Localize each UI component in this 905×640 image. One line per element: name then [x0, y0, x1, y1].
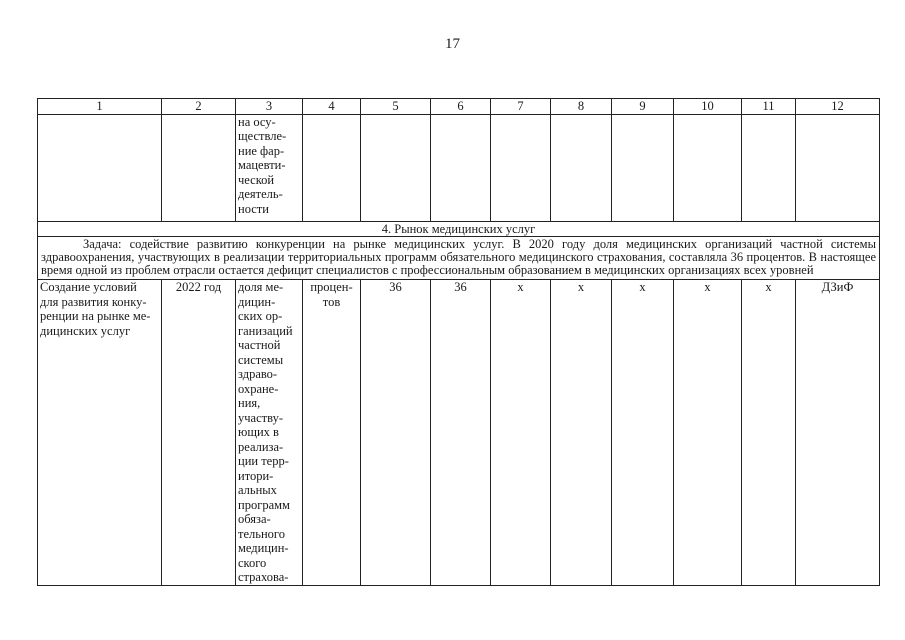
- column-number: 1: [38, 99, 162, 115]
- table-cell: [612, 114, 674, 221]
- measure-name-cell: Создание условий для развития конку- ренции на рынке ме- дицинских услуг: [38, 280, 162, 586]
- column-number-row: [38, 99, 880, 115]
- column-number: 3: [236, 99, 303, 115]
- unit-cell: процен- тов: [303, 280, 361, 586]
- column-number: 7: [491, 99, 551, 115]
- continuation-row: [38, 114, 880, 221]
- table-cell: [796, 114, 880, 221]
- page-number: 17: [445, 36, 460, 52]
- table-cell: [431, 114, 491, 221]
- table-cell: [674, 114, 742, 221]
- task-row: [38, 237, 880, 280]
- table-cell: [162, 114, 236, 221]
- column-number: 9: [612, 99, 674, 115]
- table-cell: [551, 114, 612, 221]
- table-cell: [303, 114, 361, 221]
- responsible-cell: ДЗиФ: [796, 280, 880, 586]
- column-number: 4: [303, 99, 361, 115]
- value-cell: х: [742, 280, 796, 586]
- section-title: 4. Рынок медицинских услуг: [38, 221, 880, 237]
- value-cell: 36: [431, 280, 491, 586]
- column-number: 8: [551, 99, 612, 115]
- table-cell: [742, 114, 796, 221]
- column-number: 11: [742, 99, 796, 115]
- value-cell: х: [674, 280, 742, 586]
- value-cell: х: [491, 280, 551, 586]
- indicator-cell: на осу- ществле- ние фар- мацевти- ческой деятель- ности: [236, 114, 303, 221]
- deadline-cell: 2022 год: [162, 280, 236, 586]
- indicator-cell: доля ме- дицин- ских ор- ганизаций частной системы здраво- охране- ния, участву- ющих в реализа- ции терр- итори- альных программ обяза- тельного медицин- ского страхова-: [236, 280, 303, 586]
- column-number: 2: [162, 99, 236, 115]
- measures-table: [37, 98, 880, 586]
- table-cell: [491, 114, 551, 221]
- column-number: 12: [796, 99, 880, 115]
- value-cell: х: [551, 280, 612, 586]
- task-text: Задача: содействие развитию конкуренции на рынке медицинских услуг. В 2020 году доля медицинских организаций частной системы здравоохранения, участвующих в реализации территориальных программ обязательного медицинского страхования, составляла 36 процентов. В настоящее время одной из проблем отрасли остается дефицит специалистов с профессиональным образованием в медицинских организациях всех уровней: [38, 237, 880, 280]
- value-cell: 36: [361, 280, 431, 586]
- column-number: 5: [361, 99, 431, 115]
- section-row: [38, 221, 880, 237]
- column-number: 6: [431, 99, 491, 115]
- value-cell: х: [612, 280, 674, 586]
- table-row: [38, 280, 880, 586]
- table-cell: [38, 114, 162, 221]
- column-number: 10: [674, 99, 742, 115]
- table-cell: [361, 114, 431, 221]
